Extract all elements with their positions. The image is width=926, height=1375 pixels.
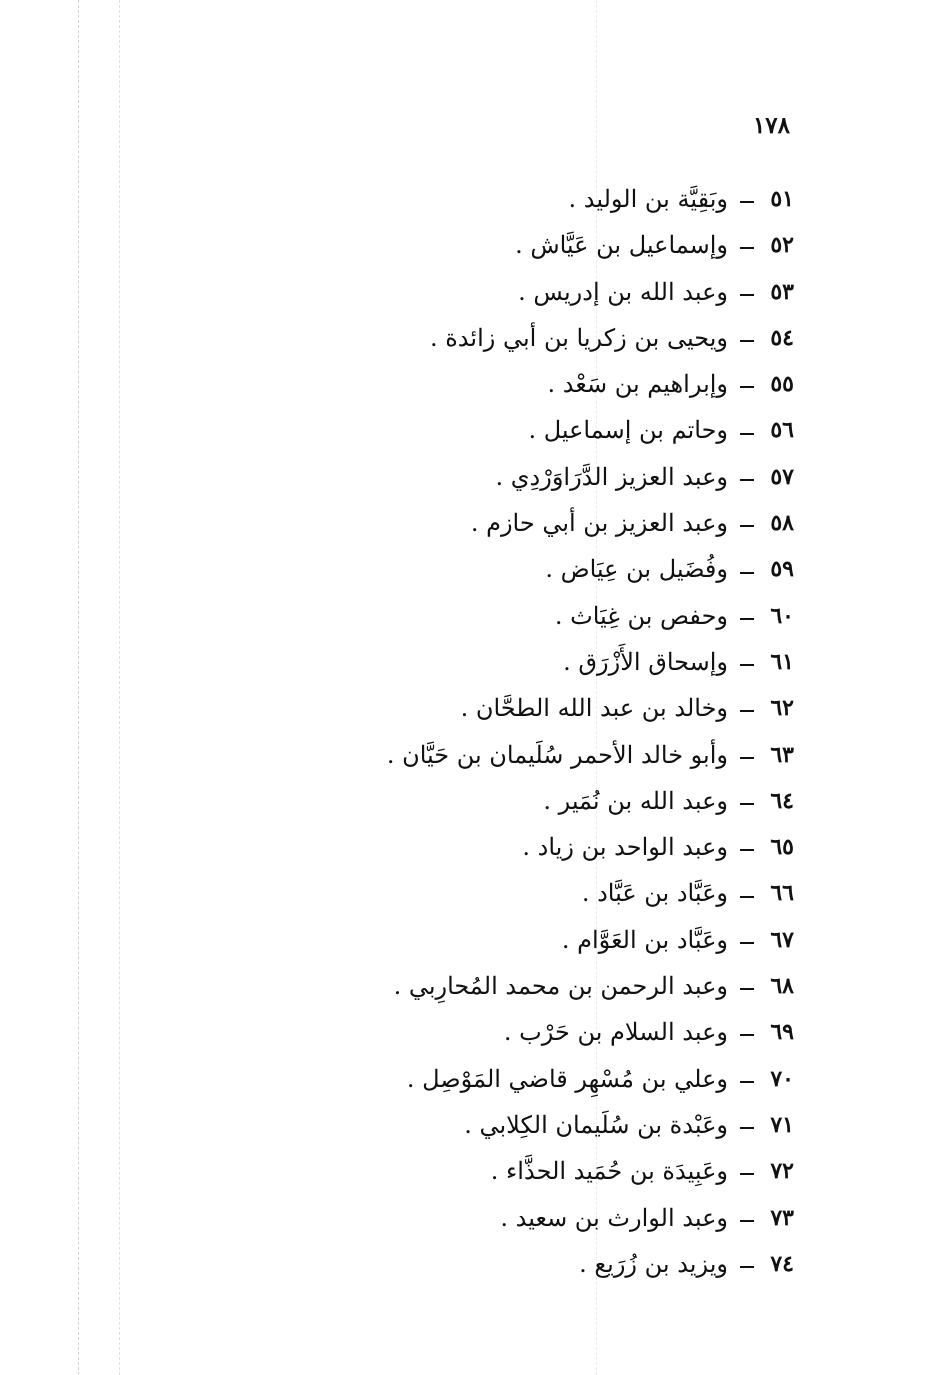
entry-text: وعبد السلام بن حَرْب . (503, 1018, 728, 1047)
entry-dash (740, 849, 754, 851)
entry-text: ويحيى بن زكريا بن أبي زائدة . (429, 323, 728, 352)
entry-text: وإبراهيم بن سَعْد . (547, 370, 728, 399)
entry-number: ٧٠ (770, 1065, 794, 1092)
entry-text: وإسحاق الأَزْرَق . (563, 647, 728, 676)
entry-number: ٦١ (770, 648, 794, 675)
entry-number: ٥٤ (770, 324, 794, 351)
list-item (387, 1009, 794, 1055)
entry-text: وعَبْدة بن سُلَيمان الكِلابي . (464, 1110, 728, 1139)
entry-number: ٥٨ (770, 510, 794, 537)
entry-dash (740, 1220, 754, 1222)
entry-text: وعبد الوارث بن سعيد . (500, 1203, 728, 1232)
entry-text: وعَبَّاد بن العَوَّام . (561, 925, 728, 954)
entry-dash (740, 386, 754, 388)
entry-text: وعبد العزيز الدَّرَاوَرْدِي . (495, 462, 728, 491)
entry-text: وعَبِيدَة بن حُمَيد الحذَّاء . (490, 1157, 728, 1186)
entry-number: ٦٦ (770, 880, 794, 907)
entry-dash (740, 757, 754, 759)
entry-dash (740, 1034, 754, 1036)
entry-number: ٧٢ (770, 1158, 794, 1185)
entry-text: وإسماعيل بن عَيَّاش . (515, 231, 728, 260)
list-item (387, 778, 794, 824)
list-item (387, 546, 794, 592)
entry-dash (740, 942, 754, 944)
list-item (387, 222, 794, 268)
scan-artifact-line (119, 0, 120, 1375)
entry-text: وعبد الرحمن بن محمد المُحارِبي . (393, 972, 728, 1001)
entry-text: وحاتم بن إسماعيل . (528, 416, 728, 445)
entry-dash (740, 572, 754, 574)
entry-dash (740, 1173, 754, 1175)
entry-number: ٥٥ (770, 371, 794, 398)
entry-dash (740, 525, 754, 527)
list-item (387, 454, 794, 500)
entry-number: ٦٤ (770, 787, 794, 814)
list-item (387, 917, 794, 963)
entry-number: ٥٣ (770, 278, 794, 305)
list-item (387, 1195, 794, 1241)
entry-text: وعَبَّاد بن عَبَّاد . (581, 879, 728, 908)
entry-dash (740, 247, 754, 249)
list-item (387, 870, 794, 916)
entry-dash (740, 340, 754, 342)
entry-text: وحفص بن غِيَاث . (554, 601, 728, 630)
entry-text: وخالد بن عبد الله الطحَّان . (460, 694, 728, 723)
list-item (387, 824, 794, 870)
entry-dash (740, 479, 754, 481)
entry-dash (740, 433, 754, 435)
entry-dash (740, 201, 754, 203)
narrator-list (387, 176, 794, 1287)
entry-number: ٧٣ (770, 1204, 794, 1231)
entry-number: ٧١ (770, 1111, 794, 1138)
entry-text: وعبد الله بن نُمَير . (543, 786, 728, 815)
entry-number: ٦٢ (770, 695, 794, 722)
list-item (387, 315, 794, 361)
list-item (387, 1148, 794, 1194)
entry-text: وعبد الله بن إدريس . (518, 277, 728, 306)
entry-dash (740, 1127, 754, 1129)
list-item (387, 732, 794, 778)
entry-number: ٥٧ (770, 463, 794, 490)
entry-dash (740, 618, 754, 620)
entry-dash (740, 710, 754, 712)
entry-number: ٦٨ (770, 973, 794, 1000)
entry-dash (740, 664, 754, 666)
entry-number: ٦٠ (770, 602, 794, 629)
list-item (387, 963, 794, 1009)
list-item (387, 639, 794, 685)
entry-text: وعبد العزيز بن أبي حازم . (470, 509, 728, 538)
entry-text: وأبو خالد الأحمر سُلَيمان بن حَيَّان . (386, 740, 728, 769)
entry-dash (740, 803, 754, 805)
entry-number: ٧٤ (770, 1250, 794, 1277)
entry-number: ٥٦ (770, 417, 794, 444)
entry-number: ٥٢ (770, 232, 794, 259)
list-item (387, 593, 794, 639)
list-item (387, 1056, 794, 1102)
entry-text: وبَقِيَّة بن الوليد . (568, 185, 728, 213)
entry-number: ٦٥ (770, 834, 794, 861)
page-number: ١٧٨ (752, 112, 790, 139)
list-item (387, 1102, 794, 1148)
entry-dash (740, 896, 754, 898)
entry-number: ٥٩ (770, 556, 794, 583)
list-item (387, 500, 794, 546)
entry-text: وعلي بن مُسْهِر قاضي المَوْصِل . (406, 1064, 728, 1093)
list-item (387, 176, 794, 222)
entry-number: ٥١ (770, 186, 794, 212)
entry-number: ٦٧ (770, 926, 794, 953)
list-item (387, 1241, 794, 1287)
entry-number: ٦٩ (770, 1019, 794, 1046)
list-item (387, 407, 794, 453)
list-item (387, 361, 794, 407)
entry-text: ويزيد بن زُرَيع . (579, 1249, 728, 1278)
entry-dash (740, 294, 754, 296)
entry-number: ٦٣ (770, 741, 794, 768)
entry-dash (740, 1266, 754, 1268)
entry-dash (740, 988, 754, 990)
entry-dash (740, 1081, 754, 1083)
list-item (387, 685, 794, 731)
scan-artifact-line (78, 0, 79, 1375)
list-item (387, 269, 794, 315)
entry-text: وفُضَيل بن عِيَاض . (545, 555, 728, 584)
entry-text: وعبد الواحد بن زياد . (522, 833, 728, 862)
